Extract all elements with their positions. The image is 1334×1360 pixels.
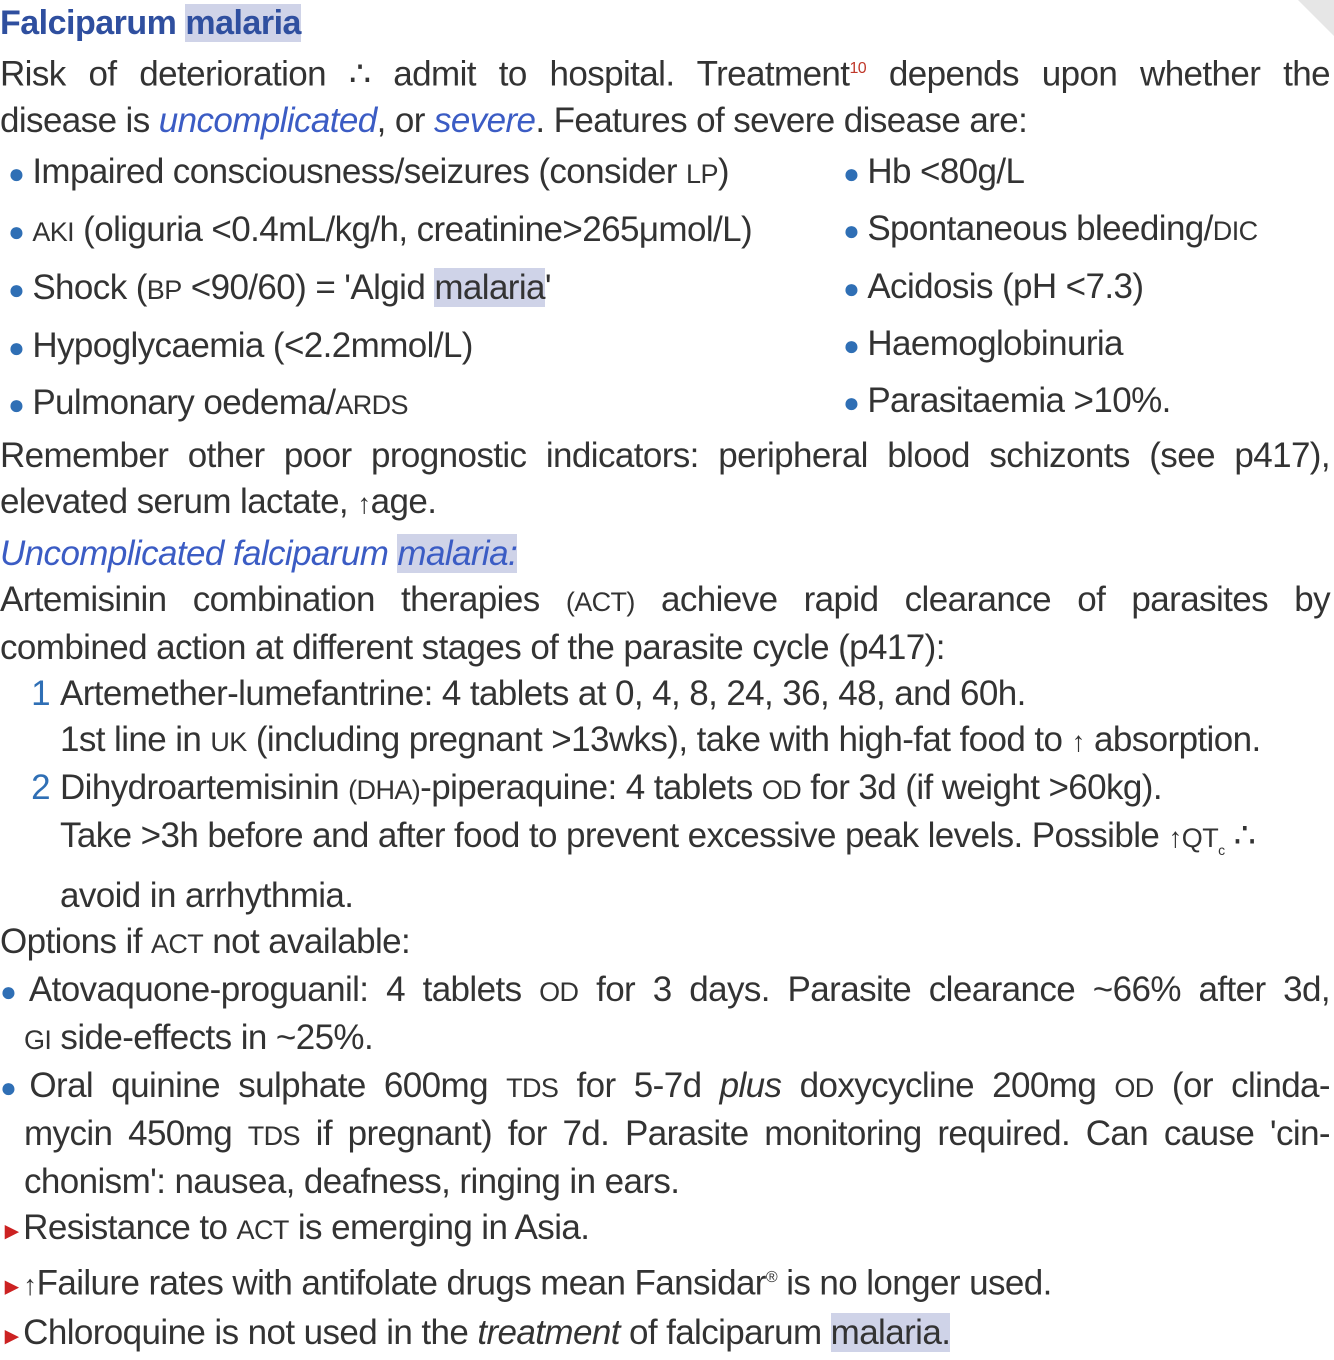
options-list bbox=[0, 967, 1330, 1205]
list-item-cont bbox=[0, 1111, 1330, 1159]
warning-arrow-icon: ► bbox=[0, 1323, 24, 1351]
abbr: TDS bbox=[247, 1120, 300, 1151]
text: ∴ bbox=[1224, 815, 1256, 855]
text: Chloroquine is not used in the bbox=[23, 1313, 478, 1353]
severe-link[interactable]: severe bbox=[433, 100, 536, 140]
text: if pregnant) for 7d. Parasite monitoring required. Can cause 'cin- bbox=[299, 1113, 1330, 1153]
regimen-list bbox=[0, 671, 1330, 919]
highlight: malaria. bbox=[830, 1313, 951, 1353]
item-text: Hb <80g/L bbox=[867, 151, 1025, 191]
item-text: ) bbox=[717, 151, 729, 191]
act-line-2: combined action at different stages of the parasite cycle (p417): bbox=[0, 627, 945, 667]
act-line-1 bbox=[0, 577, 1330, 625]
item-text: Haemoglobinuria bbox=[867, 323, 1123, 363]
list-item bbox=[0, 202, 835, 260]
text: mycin 450mg bbox=[24, 1113, 248, 1153]
prognostic-line-1: Remember other poor prognostic indicators: peripheral blood schizonts (see p417), bbox=[0, 435, 1330, 475]
uncomplicated-link[interactable]: uncomplicated bbox=[158, 100, 377, 140]
text: 1st line in bbox=[60, 719, 211, 759]
abbr: LP bbox=[686, 158, 718, 189]
text: for 3d (if weight >60kg). bbox=[801, 767, 1162, 807]
intro-line-1 bbox=[0, 46, 1330, 98]
text: elevated serum lactate, bbox=[0, 481, 358, 521]
prognostic-line-2 bbox=[0, 479, 1330, 527]
text: Oral quinine sulphate 600mg bbox=[29, 1065, 507, 1105]
intro-text-2b: , or bbox=[376, 100, 434, 140]
bullet-icon: ● bbox=[843, 157, 860, 189]
warning-arrow-icon: ► bbox=[0, 1217, 24, 1245]
abbr: ACT bbox=[150, 928, 204, 959]
subscript: c bbox=[1218, 841, 1225, 858]
text: Atovaquone-proguanil: 4 tablets bbox=[28, 969, 540, 1009]
abbr: (ACT) bbox=[565, 586, 635, 617]
abbr: AKI bbox=[32, 216, 75, 247]
text: age. bbox=[370, 481, 437, 521]
text: not available: bbox=[203, 921, 411, 961]
list-item bbox=[0, 375, 835, 433]
up-arrow-icon: ↑ bbox=[357, 487, 371, 519]
text: Artemether-lumefantrine: 4 tablets at 0, 4, 8, 24, 36, 48, and 60h. bbox=[60, 673, 1026, 713]
text: is no longer used. bbox=[777, 1263, 1052, 1303]
uncomplicated-heading bbox=[0, 531, 1330, 577]
title-text: Falciparum bbox=[0, 4, 186, 42]
bullet-icon: ● bbox=[8, 273, 25, 305]
bullet-icon: ● bbox=[843, 329, 860, 361]
item-text: Impaired consciousness/seizures (consider bbox=[32, 151, 687, 191]
registered-mark: ® bbox=[765, 1268, 778, 1286]
section-title bbox=[0, 0, 1330, 46]
highlight: malaria bbox=[434, 267, 545, 307]
text: for 5-7d bbox=[558, 1065, 720, 1105]
italic-text: plus bbox=[719, 1065, 782, 1105]
item-text: Shock ( bbox=[32, 267, 147, 307]
up-arrow-icon: ↑ bbox=[1168, 821, 1182, 853]
up-arrow-icon: ↑ bbox=[1071, 725, 1085, 757]
warning-item bbox=[0, 1205, 1330, 1255]
abbr: (DHA) bbox=[348, 774, 421, 805]
intro-text-1b: depends upon whether the bbox=[866, 54, 1330, 94]
bullet-icon: ● bbox=[843, 386, 860, 418]
intro-text-2c: . Features of severe disease are: bbox=[535, 100, 1028, 140]
abbr: UK bbox=[210, 726, 247, 757]
warning-item bbox=[0, 1310, 1330, 1360]
abbr: OD bbox=[539, 976, 579, 1007]
bullet-icon: ● bbox=[8, 215, 25, 247]
severe-features-right bbox=[835, 144, 1330, 433]
text: -piperaquine: 4 tablets bbox=[420, 767, 762, 807]
bullet-icon: ● bbox=[0, 975, 25, 1007]
text: (or clinda- bbox=[1153, 1065, 1330, 1105]
regimen-item-cont bbox=[0, 717, 1330, 765]
warning-arrow-icon: ► bbox=[0, 1273, 24, 1301]
heading-text: Uncomplicated falciparum bbox=[0, 533, 398, 573]
item-number: 2 bbox=[31, 767, 50, 807]
item-text: ' bbox=[544, 267, 551, 307]
abbr: BP bbox=[146, 274, 182, 305]
text: of falciparum bbox=[619, 1313, 831, 1353]
abbr: OD bbox=[1114, 1072, 1154, 1103]
text: Resistance to bbox=[23, 1207, 237, 1247]
text: is emerging in Asia. bbox=[288, 1207, 590, 1247]
bullet-icon: ● bbox=[8, 388, 25, 420]
list-item bbox=[835, 373, 1330, 430]
list-item bbox=[835, 144, 1330, 201]
bullet-icon: ● bbox=[0, 1071, 26, 1103]
item-text: (oliguria <0.4mL/kg/h, creatinine>265μmol/L) bbox=[74, 209, 753, 249]
abbr: ACT bbox=[236, 1214, 289, 1245]
abbr: GI bbox=[24, 1024, 52, 1055]
list-item bbox=[0, 1063, 1330, 1111]
bullet-icon: ● bbox=[8, 157, 25, 189]
bullet-icon: ● bbox=[8, 331, 25, 363]
text: doxycycline 200mg bbox=[781, 1065, 1115, 1105]
text: Dihydroartemisinin bbox=[60, 767, 349, 807]
regimen-item bbox=[0, 765, 1330, 813]
abbr: OD bbox=[761, 774, 802, 805]
intro-line-2 bbox=[0, 98, 1330, 144]
warning-item bbox=[0, 1255, 1330, 1311]
text: for 3 days. Parasite clearance ~66% after 3d, bbox=[578, 969, 1331, 1009]
text: Take >3h before and after food to prevent excessive peak levels. Possible bbox=[60, 815, 1169, 855]
text: (including pregnant >13wks), take with high-fat food to bbox=[246, 719, 1072, 759]
italic-text: treatment bbox=[477, 1313, 620, 1353]
abbr: TDS bbox=[506, 1072, 559, 1103]
abbr: QT bbox=[1181, 822, 1219, 853]
text: Options if bbox=[0, 921, 151, 961]
severe-features-list bbox=[0, 144, 1330, 433]
heading-highlight: malaria: bbox=[397, 533, 518, 573]
item-text: Pulmonary oedema/ bbox=[32, 382, 336, 422]
bullet-icon: ● bbox=[843, 214, 860, 246]
options-heading bbox=[0, 919, 1330, 967]
reference-superscript[interactable]: 10 bbox=[849, 60, 867, 77]
list-item bbox=[835, 201, 1330, 259]
item-text: Spontaneous bleeding/ bbox=[867, 208, 1213, 248]
list-item-cont: chonism': nausea, deafness, ringing in ears. bbox=[24, 1161, 680, 1201]
item-text: Parasitaemia >10%. bbox=[867, 380, 1171, 420]
abbr: ARDS bbox=[335, 389, 408, 420]
list-item bbox=[0, 260, 835, 318]
text: absorption. bbox=[1084, 719, 1261, 759]
item-text: Acidosis (pH <7.3) bbox=[867, 266, 1144, 306]
list-item bbox=[0, 144, 835, 202]
list-item-cont bbox=[0, 1015, 1330, 1063]
list-item bbox=[835, 259, 1330, 316]
intro-text-2a: disease is bbox=[0, 100, 159, 140]
title-highlight: malaria bbox=[185, 4, 301, 42]
regimen-item bbox=[0, 671, 1330, 717]
list-item bbox=[835, 316, 1330, 373]
item-text: Hypoglycaemia (<2.2mmol/L) bbox=[32, 325, 473, 365]
text: Failure rates with antifolate drugs mean Fansidar bbox=[36, 1263, 766, 1303]
regimen-item-cont: avoid in arrhythmia. bbox=[60, 875, 354, 915]
text: side-effects in ~25%. bbox=[51, 1017, 374, 1057]
item-number: 1 bbox=[31, 673, 50, 713]
list-item bbox=[0, 318, 835, 375]
intro-text-1a: Risk of deterioration ∴ admit to hospital. Treatment bbox=[0, 54, 850, 94]
item-text: <90/60) = 'Algid bbox=[181, 267, 435, 307]
text: achieve rapid clearance of parasites by bbox=[634, 579, 1330, 619]
regimen-item-cont bbox=[0, 813, 1330, 873]
text: Artemisinin combination therapies bbox=[0, 579, 566, 619]
up-arrow-icon: ↑ bbox=[23, 1269, 37, 1301]
severe-features-left bbox=[0, 144, 835, 433]
abbr: DIC bbox=[1212, 215, 1258, 246]
warning-list bbox=[0, 1205, 1330, 1360]
list-item bbox=[0, 967, 1330, 1015]
bullet-icon: ● bbox=[843, 272, 860, 304]
